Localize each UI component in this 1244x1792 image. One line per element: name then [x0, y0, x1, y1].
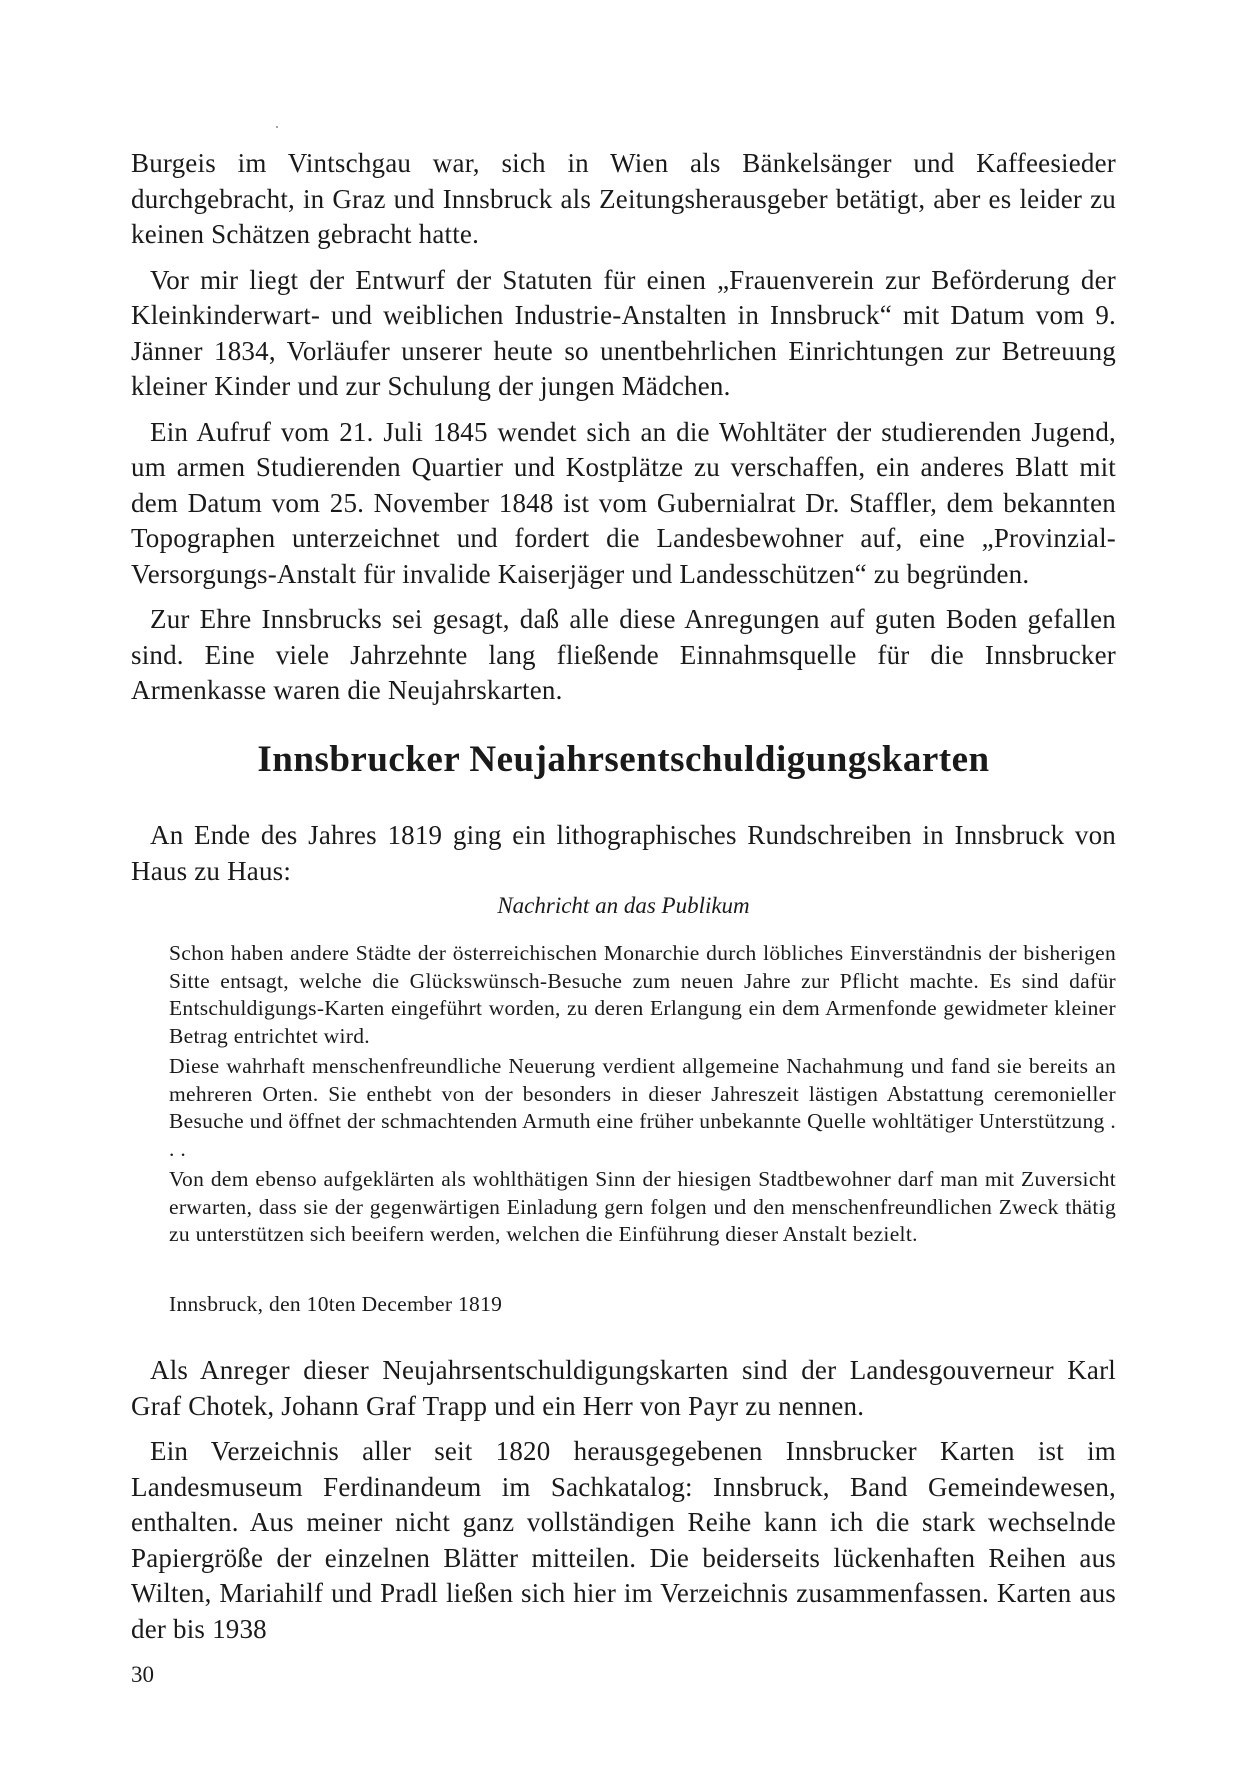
- paragraph-aufruf: Ein Aufruf vom 21. Juli 1845 wendet sich an die Wohltäter der studierenden Jugend, um armen Studierenden Quartier und Kostplätze zu verschaffen, ein anderes Blatt mit dem Datum vom 25. November 1848 ist vom Gubernialrat Dr. Staffler, dem bekannten Topographen unterzeichnet und fordert die Landesbewohner auf, eine „Provinzial-Versorgungs-Anstalt für invalide Kaiserjäger und Landesschützen“ zu begründen.: [131, 416, 1116, 589]
- intro-block: [131, 818, 1116, 889]
- quote-signature: Innsbruck, den 10ten December 1819: [169, 1292, 503, 1316]
- quote-paragraph: Schon haben andere Städte der österreichischen Monarchie durch löbliches Einverständnis der bisherigen Sitte entsagt, welche die Glückswünsch-Besuche zum neuen Jahre zur Pflicht machte. Es sind dafür Entschuldigungs-Karten eingeführt worden, zu deren Erlangung ein dem Armenfonde gewidmeter kleiner Betrag entrichtet wird.: [169, 941, 1116, 1048]
- paragraph-burgeis: Burgeis im Vintschgau war, sich in Wien als Bänkelsänger und Kaffeesieder durchgebracht, in Graz und Innsbruck als Zeitungsherausgeber betätigt, aber es leider zu keinen Schätzen gebracht hatte.: [131, 148, 1116, 249]
- quote-title: Nachricht an das Publikum: [497, 893, 750, 918]
- top-text-block: [131, 146, 1116, 709]
- bottom-text-block: [131, 1353, 1116, 1647]
- page-number: 30: [131, 1662, 154, 1687]
- intro-paragraph: An Ende des Jahres 1819 ging ein lithographisches Rundschreiben in Innsbruck von Haus zu Haus:: [131, 820, 1116, 886]
- paragraph-ehre-innsbrucks: Zur Ehre Innsbrucks sei gesagt, daß alle diese Anregungen auf guten Boden gefallen sind. Eine viele Jahrzehnte lang fließende Einnahmsquelle für die Innsbrucker Armenkasse waren die Neujahrskarten.: [131, 604, 1116, 705]
- paragraph-anreger: Als Anreger dieser Neujahrsentschuldigungskarten sind der Landesgouverneur Karl Graf Chotek, Johann Graf Trapp und ein Herr von Payr zu nennen.: [131, 1355, 1116, 1421]
- paragraph-verzeichnis: Ein Verzeichnis aller seit 1820 herausgegebenen Innsbrucker Karten ist im Landesmuseum Ferdinandeum im Sachkatalog: Innsbruck, Band Gemeindewesen, enthalten. Aus meiner nicht ganz vollständigen Reihe kann ich die stark wechselnde Papiergröße der einzelnen Blätter mitteilen. Die beiderseits lückenhaften Reihen aus Wilten, Mariahilf und Pradl ließen sich hier im Verzeichnis zusammenfassen. Karten aus der bis 1938: [131, 1436, 1116, 1644]
- paragraph-frauenverein: Vor mir liegt der Entwurf der Statuten für einen „Frauenverein zur Beförderung der Kleinkinderwart- und weiblichen Industrie-Anstalten in Innsbruck“ mit Datum vom 9. Jänner 1834, Vorläufer unserer heute so unentbehrlichen Einrichtungen zur Betreuung kleiner Kinder und zur Schulung der jungen Mädchen.: [131, 264, 1116, 401]
- quote-paragraph: Von dem ebenso aufgeklärten als wohlthätigen Sinn der hiesigen Stadtbewohner darf man mit Zuversicht erwarten, dass sie der gegenwärtigen Einladung gern folgen und den menschenfreundlichen Zweck thätig zu unterstützen sich beeifern werden, welchen die Einführung dieser Anstalt bezielt.: [169, 1167, 1116, 1246]
- quoted-circular: [169, 940, 1116, 1249]
- quote-paragraph: Diese wahrhaft menschenfreundliche Neuerung verdient allgemeine Nachahmung und fand sie bereits an mehreren Orten. Sie enthebt von der besonders in dieser Jahreszeit lästigen Abstattung ceremonieller Besuche und öffnet der schmachtenden Armuth eine früher unbekannte Quelle wohltätiger Unterstützung . . .: [169, 1054, 1116, 1161]
- section-heading: Innsbrucker Neujahrsentschuldigungskarten: [257, 739, 990, 780]
- print-speck: [276, 126, 278, 128]
